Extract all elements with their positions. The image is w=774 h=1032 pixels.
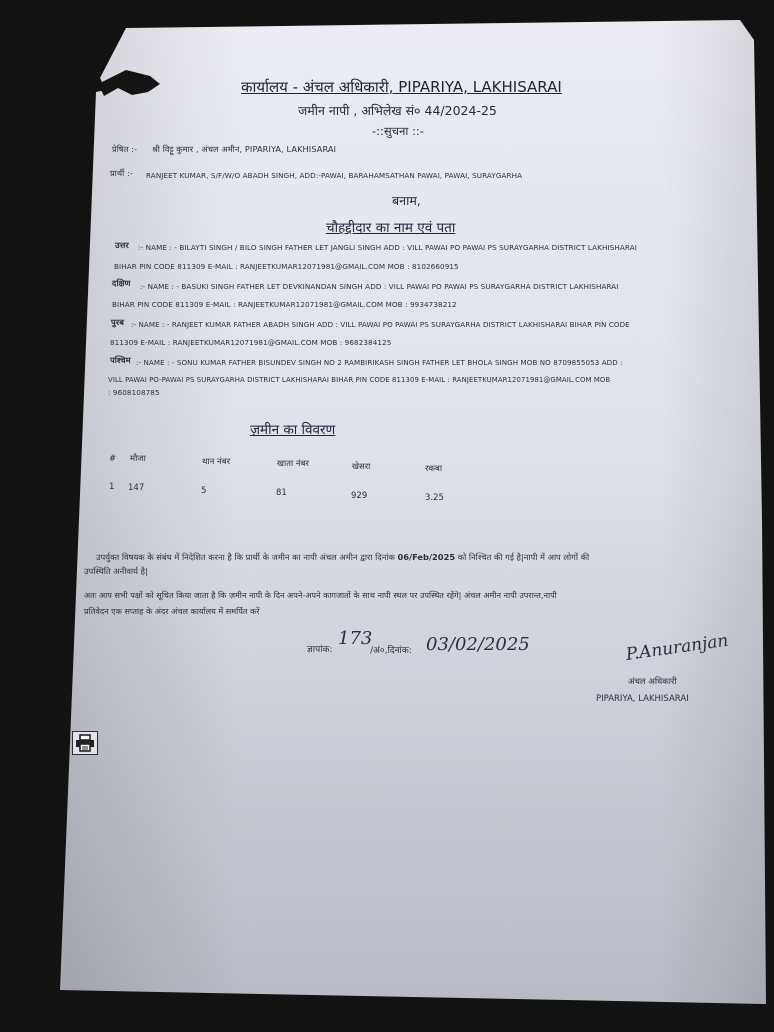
boundary-line: BIHAR PIN CODE 811309 E-MAIL : RANJEETKUMAR12071981@GMAIL.COM MOB : 9934738212 [112, 300, 457, 309]
column-header: खाता नंबर [277, 459, 309, 469]
table-cell: 147 [128, 483, 145, 493]
signature-stamp: अंचल अधिकारी [628, 677, 677, 687]
paragraph-text: उपस्थिति अनीवार्य है| [84, 566, 148, 576]
measurement-date: 06/Feb/2025 [397, 552, 456, 562]
boundary-direction: उत्तर [115, 240, 129, 250]
applicant-value: RANJEET KUMAR, S/F/W/O ABADH SINGH, ADD:-PAWAI, BARAHAMSATHAN PAWAI, PAWAI, SURAYGARHA [146, 171, 523, 180]
table-cell: 3.25 [425, 493, 444, 503]
boundary-direction: दक्षिण [112, 278, 131, 288]
paragraph-text: उपर्युक्त विषयक के संबंध में निदेशित करना है कि प्रार्थी के जमीन का नापी अंचल अमीन द्वारा दिनांक [96, 552, 398, 562]
applicant-label: प्रार्थी :- [110, 168, 133, 178]
versus-text: बनाम, [392, 193, 421, 208]
office-title: कार्यालय - अंचल अधिकारी, PIPARIYA, LAKHISARAI [241, 78, 562, 96]
boundary-direction: पश्चिम [110, 355, 131, 365]
paragraph-instruction: अतः आप सभी पक्षों को सूचित किया जाता है कि ज़मीन नापी के दिन अपने-अपने कागजातों के साथ नापी स्थल पर उपस्थित रहेंगे| अंचल अमीन नापी उपरान्त,नापी [84, 590, 557, 600]
table-cell: 929 [351, 491, 368, 501]
boundary-line: : 9608108785 [108, 388, 160, 397]
table-cell: 1 [109, 482, 115, 492]
boundary-line: 811309 E-MAIL : RANJEETKUMAR12071981@GMAIL.COM MOB : 9682384125 [110, 338, 392, 347]
paragraph-measurement [96, 552, 589, 563]
boundary-line: :- NAME : - SONU KUMAR FATHER BISUNDEV SINGH NO 2 RAMBIRIKASH SINGH FATHER LET BHOLA SINGH MOB NO 8709855053 ADD : [136, 358, 623, 367]
record-number: जमीन नापी , अभिलेख सं० 44/2024-25 [298, 103, 497, 118]
memo-date: 03/02/2025 [426, 634, 530, 655]
signature-place: PIPARIYA, LAKHISARAI [596, 694, 689, 704]
paragraph-text: प्रतिवेदन एक सप्ताह के अंदर अंचल कार्यालय में समर्पित करें [84, 606, 260, 616]
handwritten-signature: P.Anuranjan [624, 630, 730, 665]
notice-heading: -::सुचना ::- [372, 124, 424, 138]
boundary-line: :- NAME : - BASUKI SINGH FATHER LET DEVKINANDAN SINGH ADD : VILL PAWAI PO PAWAI PS SURAYGARHA DISTRICT LAKHISHARAI [140, 282, 619, 291]
paragraph-text: को निश्चित की गई है|नापी में आप लोगों की [455, 552, 590, 562]
print-button[interactable] [72, 731, 98, 755]
column-header: खेसरा [352, 462, 371, 472]
table-cell: 81 [276, 488, 287, 498]
boundary-direction: पुरब [111, 317, 124, 327]
column-header: मौजा [130, 454, 146, 464]
memo-label: ज्ञापांक: [307, 645, 333, 655]
land-heading: ज़मीन का विवरण [250, 422, 336, 438]
memo-number: 173 [338, 628, 373, 649]
memo-mid: /अं०,दिनांक: [370, 646, 412, 656]
boundary-line: :- NAME : - RANJEET KUMAR FATHER ABADH SINGH ADD : VILL PAWAI PO PAWAI PS SURAYGARHA DISTRICT LAKHISHARAI BIHAR PIN CODE [131, 320, 630, 329]
boundary-line: BIHAR PIN CODE 811309 E-MAIL : RANJEETKUMAR12071981@GMAIL.COM MOB : 8102660915 [114, 262, 459, 271]
sender-label: प्रेषित :- [112, 144, 138, 154]
boundary-line: :- NAME : - BILAYTI SINGH / BILO SINGH FATHER LET JANGLI SINGH ADD : VILL PAWAI PO PAWAI PS SURAYGARHA DISTRICT LAKHISHARAI [138, 243, 637, 252]
printer-icon [74, 733, 96, 753]
column-header: थान नंबर [202, 457, 231, 467]
column-header: # [109, 454, 117, 464]
sender-value: श्री विट्टू कुमार , अंचल अमीन, PIPARIYA, LAKHISARAI [152, 144, 337, 154]
table-cell: 5 [201, 486, 207, 496]
boundary-heading: चौहद्दीदार का नाम एवं पता [326, 220, 456, 236]
column-header: रकबा [425, 464, 443, 474]
boundary-line: VILL PAWAI PO-PAWAI PS SURAYGARHA DISTRICT LAKHISHARAI BIHAR PIN CODE 811309 E-MAIL : RANJEETKUMAR12071981@GMAIL.COM MOB [108, 376, 611, 384]
